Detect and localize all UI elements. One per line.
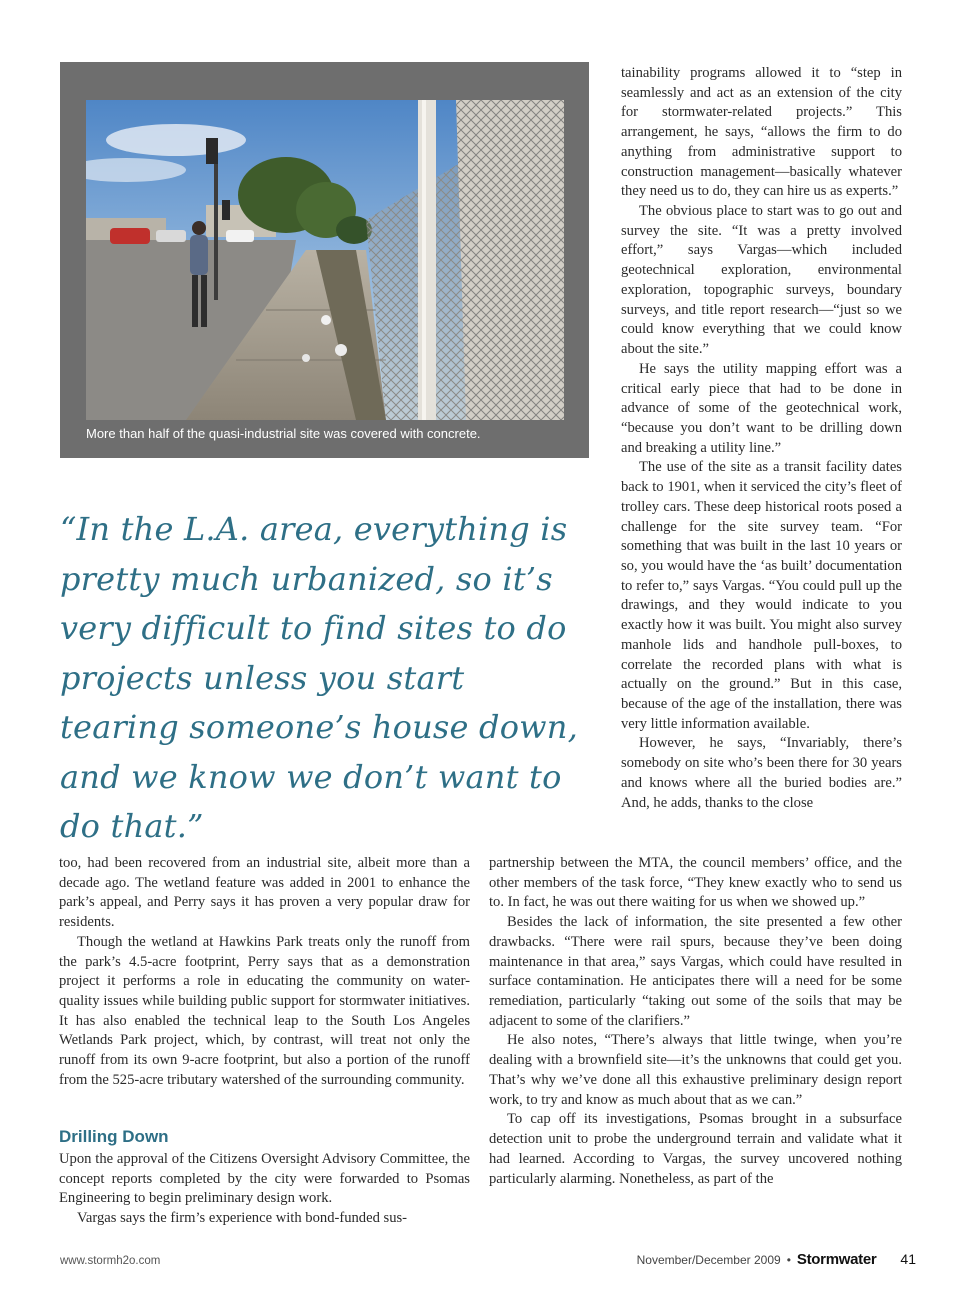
paragraph: He also notes, “There’s always that little twinge, when you’re dealing with a brownfield site—it’s the unknowns that could get you. That’s why we’ve done all this exhaustive preliminary design report work, to try and know as much about that as we can.” (489, 1032, 902, 1108)
paragraph: Though the wetland at Hawkins Park treats only the runoff from the park’s 4.5-acre footprint, Perry says that as a demonstration project it performs a role in educating the community on water-quality issues while building public support for stormwater initiatives. It has also enabled the technical leap to the South Los Angeles Wetlands Park project, which, by contrast, will treat not only the runoff from its own 9-acre footprint, but also a portion of the runoff from the 525-acre tributary watershed of the surrounding community. (59, 933, 470, 1088)
pull-quote: “In the L.A. area, everything is pretty much urbanized, so it’s very difficult to find sites to do projects unless you start tearing someone’s house down, and we know we don’t want to do that.” (60, 510, 578, 845)
paragraph: tainability programs allowed it to “step in seamlessly and act as an extension of the city for stormwater-related projects.” This arrangement, he says, “allows the firm to do anything from administrative support to construction management—basically whatever they need us to do, they can hire us as experts.” (621, 65, 902, 200)
right-column-lower (489, 854, 902, 1189)
bullet: • (786, 1253, 791, 1267)
paragraph: To cap off its investigations, Psomas brought in a subsurface detection unit to probe the underground terrain and validate what it had learned. According to Vargas, the survey uncovered nothing particularly alarming. Nonetheless, as part of the (489, 1111, 902, 1187)
left-column-upper (59, 854, 470, 1091)
site-photo (86, 100, 564, 420)
left-column-lower (59, 1150, 470, 1229)
paragraph: Besides the lack of information, the site presented a few other drawbacks. “There were rail spurs, because they’ve been doing maintenance in that area,” says Vargas, which could have resulted in surface contamination. He anticipates there will a need for be some remediation, particularly “taking out some of the soils that may be adjacent to some of the clarifiers.” (489, 914, 902, 1029)
photo-frame (60, 62, 589, 458)
photo-caption: More than half of the quasi-industrial site was covered with concrete. (86, 426, 481, 441)
footer-website: www.stormh2o.com (60, 1255, 161, 1267)
footer-issue-info (637, 1251, 916, 1268)
section-heading: Drilling Down (59, 1127, 169, 1146)
right-column-upper (621, 64, 902, 813)
paragraph: The use of the site as a transit facility dates back to 1901, when it serviced the city’s fleet of trolley cars. These deep historical roots posed a challenge for the site survey team. “For something that was built in the last 10 years or so, you would have the ‘as built’ documentation to refer to,” says Vargas. “You could pull up the drawings, and they would indicate to you exactly how it was built. You might also survey manhole lids and handhole pull-boxes, to correlate the recorded plans with what is actually on the ground.” But in this case, because of the age of the installation, there was very little information available. (621, 459, 902, 732)
paragraph: However, he says, “Invariably, there’s somebody on site who’s been there for 30 years and knows where all the buried bodies are.” And, he adds, thanks to the close (621, 735, 902, 811)
issue-date: November/December 2009 (636, 1253, 781, 1267)
paragraph: partnership between the MTA, the council members’ office, and the other members of the task force, “They knew exactly who to send us to. In fact, he was out there waiting for us when we showed up.” (489, 855, 902, 911)
paragraph: too, had been recovered from an industrial site, albeit more than a decade ago. The wetland feature was added in 2001 to enhance the park’s appeal, and Perry says it has proven a very popular draw for residents. (59, 855, 470, 931)
page-number: 41 (900, 1251, 916, 1267)
paragraph: Vargas says the firm’s experience with bond-funded sus- (77, 1210, 408, 1227)
paragraph: Upon the approval of the Citizens Oversight Advisory Committee, the concept reports completed by the city were forwarded to Psomas Engineering to begin preliminary design work. (59, 1151, 470, 1207)
paragraph: The obvious place to start was to go out and survey the site. “It was a pretty involved effort,” says Vargas—which included geotechnical exploration, environmental exploration, topographic surveys, boundary surveys, and title report research—“just so we could know everything that we could know about the site.” (621, 203, 902, 358)
paragraph: He says the utility mapping effort was a critical early piece that had to be done in advance of some of the geotechnical work, “because you don’t want to be drilling down and breaking a utility line.” (621, 360, 902, 456)
magazine-name: Stormwater (796, 1251, 877, 1268)
